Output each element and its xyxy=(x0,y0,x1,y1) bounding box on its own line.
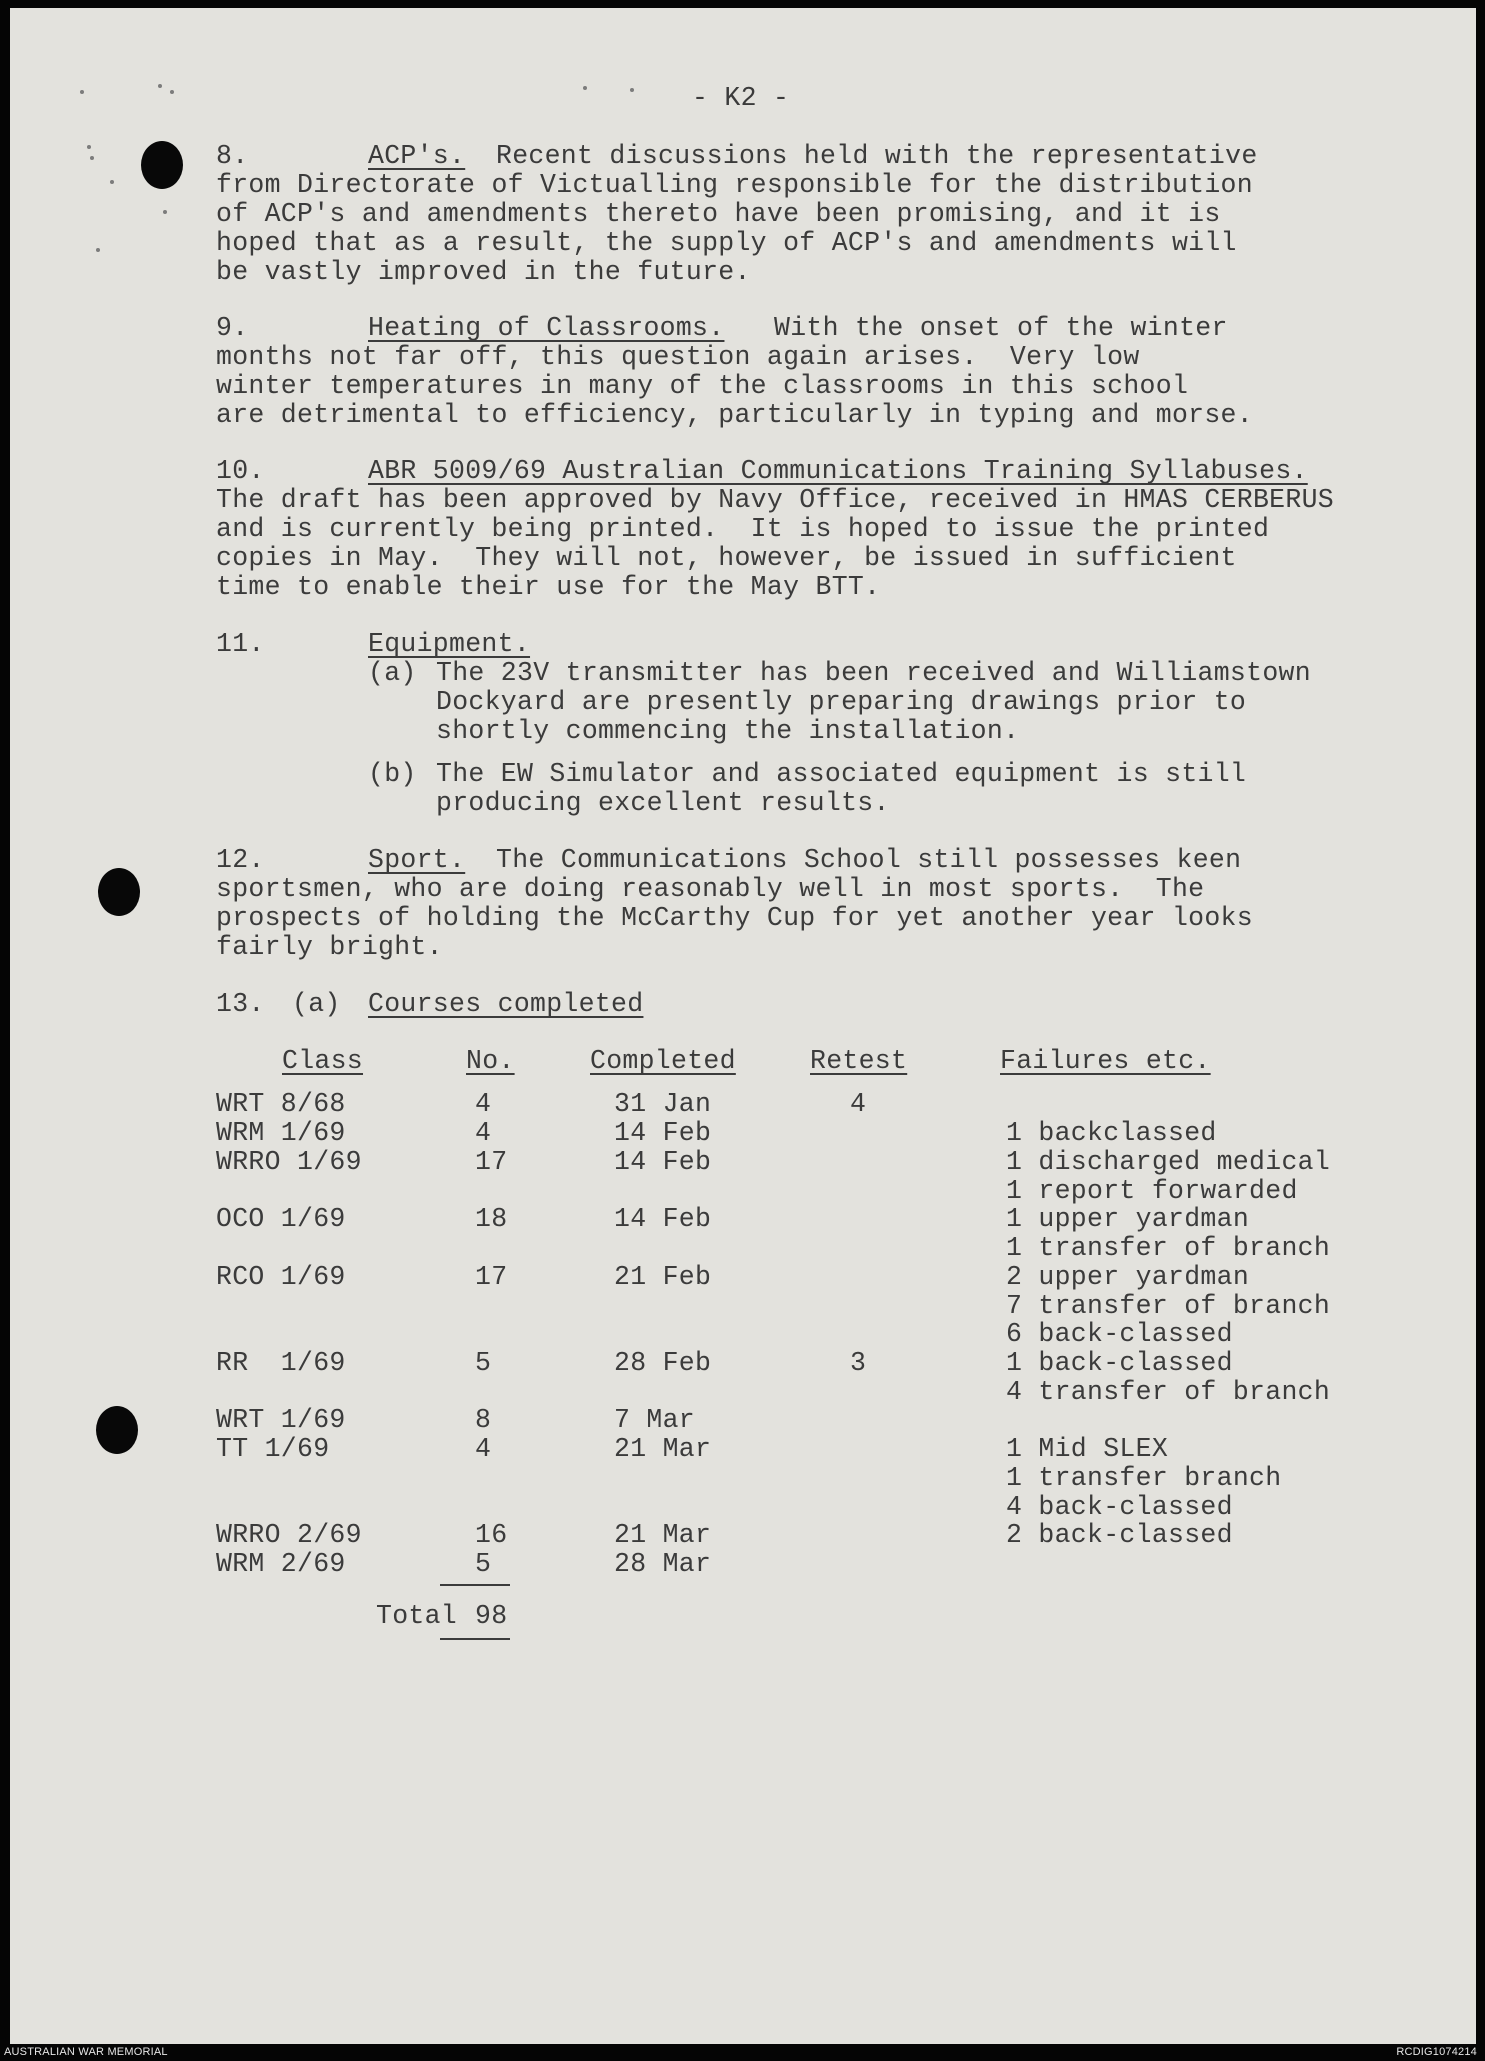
cell-completed: 21 Mar xyxy=(614,1520,712,1550)
failure-entry: 6 back-classed xyxy=(1006,1319,1233,1349)
para12-line: fairly bright. xyxy=(216,932,443,962)
para10-number: 10. xyxy=(216,456,265,486)
failure-entry: 4 transfer of branch xyxy=(1006,1377,1331,1407)
para8-number: 8. xyxy=(216,141,249,171)
para12-number: 12. xyxy=(216,845,265,875)
para12-heading: Sport. xyxy=(368,845,466,875)
typed-memo xyxy=(10,8,1476,2044)
para9-number: 9. xyxy=(216,313,249,343)
para8-line: be vastly improved in the future. xyxy=(216,257,751,287)
cell-class: RCO 1/69 xyxy=(216,1262,346,1292)
item-a-line: Dockyard are presently preparing drawings prior to xyxy=(436,687,1247,717)
failure-entry: 1 report forwarded xyxy=(1006,1176,1298,1206)
cell-no: 17 xyxy=(475,1262,508,1292)
footer-item-id: RCDIG1074214 xyxy=(1396,2046,1477,2058)
para9-line: are detrimental to efficiency, particularly in typing and morse. xyxy=(216,400,1253,430)
page-header: - K2 - xyxy=(692,83,790,113)
para9-line: months not far off, this question again arises. Very low xyxy=(216,342,1140,372)
cell-class: WRM 2/69 xyxy=(216,1549,346,1579)
para10-heading: ABR 5009/69 Australian Communications Training Syllabuses. xyxy=(368,456,1308,486)
para13-label: (a) xyxy=(292,989,341,1019)
failure-entry: 2 upper yardman xyxy=(1006,1262,1250,1292)
col-header-retest: Retest xyxy=(810,1046,908,1076)
cell-no: 16 xyxy=(475,1520,508,1550)
failure-entry: 1 Mid SLEX xyxy=(1006,1434,1169,1464)
para11-heading: Equipment. xyxy=(368,629,531,659)
cell-no: 5 xyxy=(475,1348,492,1378)
cell-retest: 3 xyxy=(850,1348,867,1378)
cell-class: WRT 8/68 xyxy=(216,1089,346,1119)
cell-no: 4 xyxy=(475,1118,492,1148)
cell-completed: 21 Feb xyxy=(614,1262,712,1292)
para9-line: With the onset of the winter xyxy=(774,313,1228,343)
item-a-label: (a) xyxy=(368,658,417,688)
failure-entry: 7 transfer of branch xyxy=(1006,1291,1331,1321)
para8-line: hoped that as a result, the supply of ACP's and amendments will xyxy=(216,228,1237,258)
para10-line: The draft has been approved by Navy Office, received in HMAS CERBERUS xyxy=(216,485,1334,515)
col-header-no: No. xyxy=(466,1046,515,1076)
para12-line: The Communications School still possesses keen xyxy=(496,845,1242,875)
cell-no: 17 xyxy=(475,1147,508,1177)
cell-completed: 28 Feb xyxy=(614,1348,712,1378)
col-header-failures: Failures etc. xyxy=(1000,1046,1211,1076)
failure-entry: 1 back-classed xyxy=(1006,1348,1233,1378)
cell-class: WRM 1/69 xyxy=(216,1118,346,1148)
cell-class: WRT 1/69 xyxy=(216,1405,346,1435)
cell-no: 5 xyxy=(475,1549,492,1579)
para11-number: 11. xyxy=(216,629,265,659)
total-value: 98 xyxy=(475,1601,508,1631)
footer-archive-name: AUSTRALIAN WAR MEMORIAL xyxy=(4,2046,168,2058)
para8-heading: ACP's. xyxy=(368,141,466,171)
para8-line: of ACP's and amendments thereto have been promising, and it is xyxy=(216,199,1221,229)
document-page xyxy=(10,8,1476,2044)
col-header-class: Class xyxy=(282,1046,364,1076)
para10-line: copies in May. They will not, however, be issued in sufficient xyxy=(216,543,1237,573)
cell-class: WRRO 2/69 xyxy=(216,1520,362,1550)
para13-heading: Courses completed xyxy=(368,989,644,1019)
failure-entry: 1 discharged medical xyxy=(1006,1147,1331,1177)
item-a-line: shortly commencing the installation. xyxy=(436,716,1020,746)
item-b-label: (b) xyxy=(368,759,417,789)
cell-class: RR 1/69 xyxy=(216,1348,346,1378)
failure-entry: 1 transfer of branch xyxy=(1006,1233,1331,1263)
para12-line: sportsmen, who are doing reasonably well in most sports. The xyxy=(216,874,1205,904)
para9-line: winter temperatures in many of the classrooms in this school xyxy=(216,371,1189,401)
cell-completed: 28 Mar xyxy=(614,1549,712,1579)
total-label: Total xyxy=(376,1601,458,1631)
cell-no: 18 xyxy=(475,1204,508,1234)
cell-no: 4 xyxy=(475,1089,492,1119)
para10-line: and is currently being printed. It is hoped to issue the printed xyxy=(216,514,1270,544)
para10-line: time to enable their use for the May BTT. xyxy=(216,572,881,602)
cell-completed: 7 Mar xyxy=(614,1405,696,1435)
para12-line: prospects of holding the McCarthy Cup for yet another year looks xyxy=(216,903,1253,933)
failure-entry: 1 backclassed xyxy=(1006,1118,1217,1148)
cell-no: 8 xyxy=(475,1405,492,1435)
para13-number: 13. xyxy=(216,989,265,1019)
failure-entry: 2 back-classed xyxy=(1006,1520,1233,1550)
item-b-line: producing excellent results. xyxy=(436,788,890,818)
total-rule-top xyxy=(440,1584,510,1586)
cell-class: WRRO 1/69 xyxy=(216,1147,362,1177)
cell-completed: 31 Jan xyxy=(614,1089,712,1119)
cell-completed: 14 Feb xyxy=(614,1147,712,1177)
failure-entry: 1 upper yardman xyxy=(1006,1204,1250,1234)
cell-completed: 14 Feb xyxy=(614,1204,712,1234)
col-header-completed: Completed xyxy=(590,1046,736,1076)
cell-no: 4 xyxy=(475,1434,492,1464)
para8-line: from Directorate of Victualling responsible for the distribution xyxy=(216,170,1253,200)
cell-completed: 14 Feb xyxy=(614,1118,712,1148)
item-a-line: The 23V transmitter has been received and Williamstown xyxy=(436,658,1311,688)
para9-heading: Heating of Classrooms. xyxy=(368,313,725,343)
cell-retest: 4 xyxy=(850,1089,867,1119)
total-rule-bottom xyxy=(440,1638,510,1640)
para8-line: Recent discussions held with the representative xyxy=(496,141,1258,171)
cell-completed: 21 Mar xyxy=(614,1434,712,1464)
cell-class: OCO 1/69 xyxy=(216,1204,346,1234)
cell-class: TT 1/69 xyxy=(216,1434,330,1464)
failure-entry: 4 back-classed xyxy=(1006,1492,1233,1522)
failure-entry: 1 transfer branch xyxy=(1006,1463,1282,1493)
item-b-line: The EW Simulator and associated equipment is still xyxy=(436,759,1247,789)
